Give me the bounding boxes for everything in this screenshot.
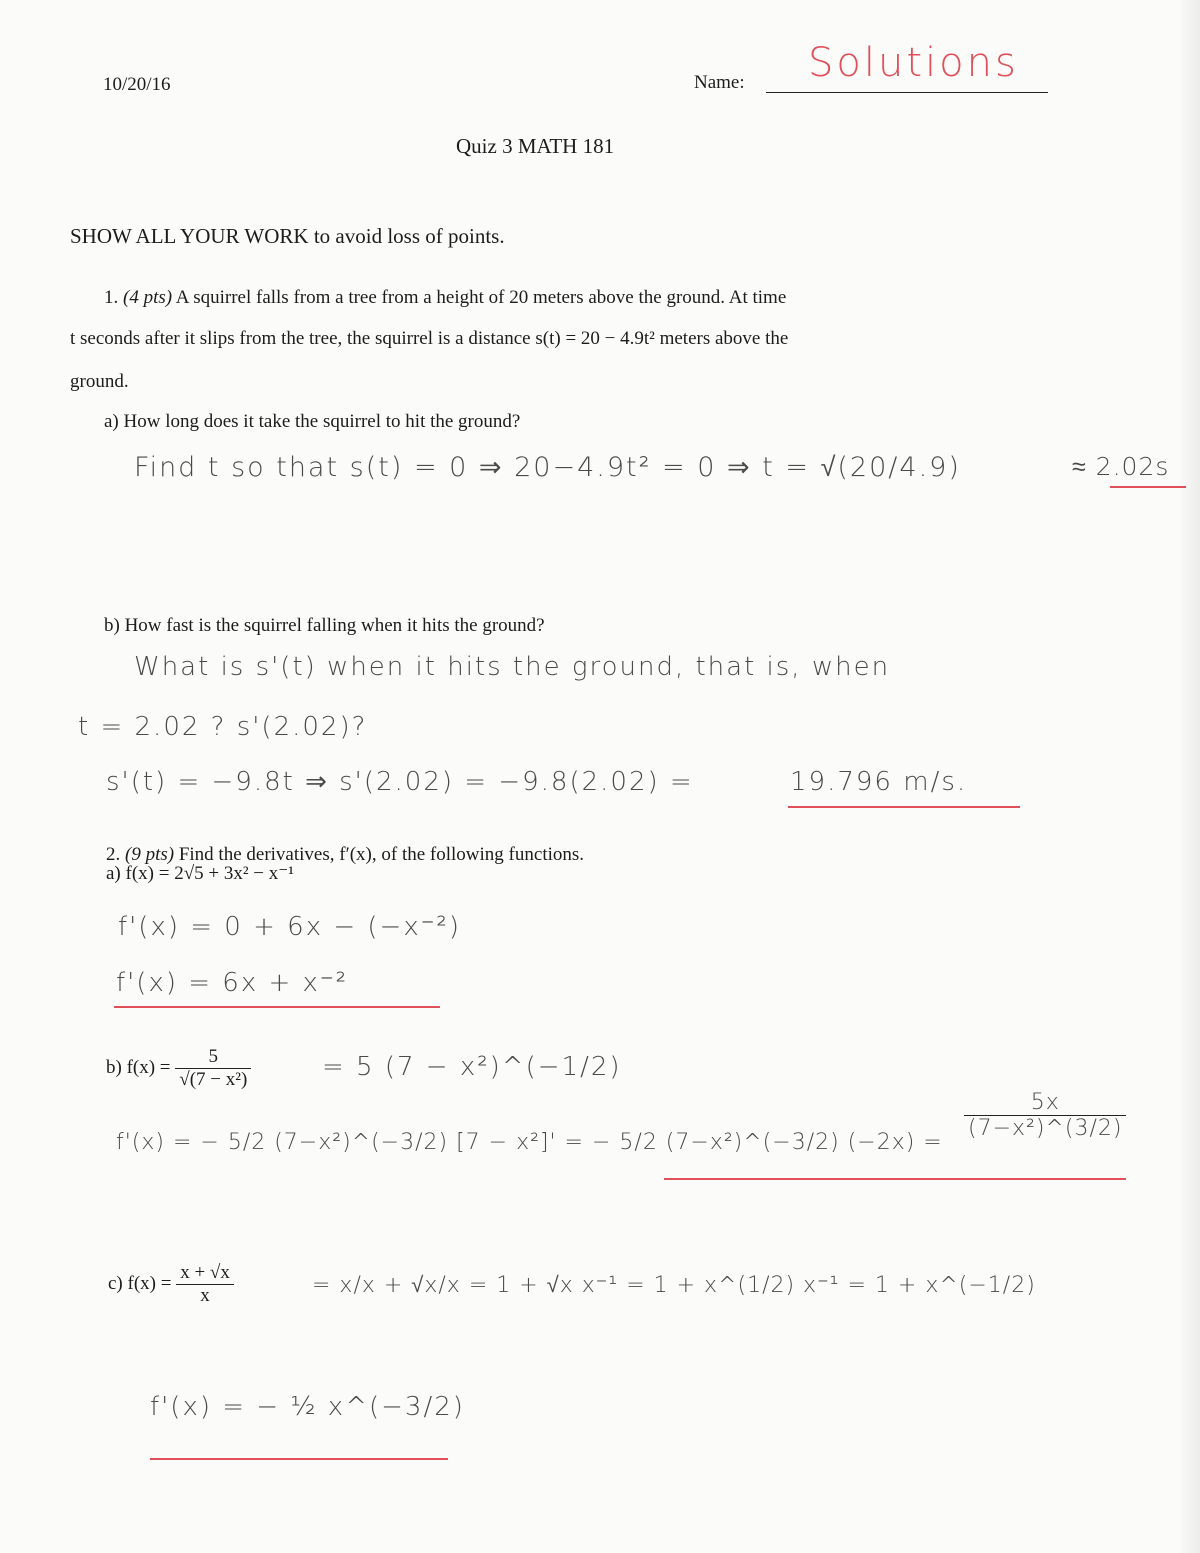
- q2c-prompt-lhs: c) f(x) =: [108, 1272, 172, 1294]
- q2a-answer: f'(x) = 6x + x⁻²: [116, 968, 349, 998]
- instructions: SHOW ALL YOUR WORK to avoid loss of points.: [70, 224, 505, 248]
- q2b-prompt-lhs: b) f(x) =: [106, 1056, 171, 1078]
- q2c-prompt-den: x: [200, 1285, 210, 1306]
- q2c-prompt: [108, 1262, 234, 1307]
- quiz-date: 10/20/16: [103, 74, 171, 95]
- name-value-handwritten: Solutions: [808, 40, 1019, 86]
- q1b-answer: 19.796 m/s.: [790, 767, 968, 797]
- q2b-answer-den: (7−x²)^(3/2): [968, 1116, 1123, 1141]
- q2c-answer-underline: [150, 1458, 448, 1460]
- q1a-answer-underline: [1110, 486, 1186, 488]
- q1a-answer: ≈ 2.02s: [1072, 452, 1170, 481]
- q2-text: Find the derivatives, f′(x), of the following functions.: [178, 844, 585, 865]
- q1-points: (4 pts): [123, 287, 173, 308]
- q1-number: 1.: [104, 287, 119, 308]
- name-line: [766, 92, 1048, 93]
- q2c-prompt-fraction: [176, 1262, 234, 1307]
- quiz-title: Quiz 3 MATH 181: [456, 134, 615, 158]
- q1a-prompt: a) How long does it take the squirrel to hit the ground?: [104, 411, 521, 432]
- q2b-answer-fraction: [964, 1090, 1126, 1141]
- q2a-answer-underline: [114, 1006, 440, 1008]
- q2c-work-line1: = x/x + √x/x = 1 + √x x⁻¹ = 1 + x^(1/2) x⁻¹ = 1 + x^(−1/2): [312, 1273, 1036, 1298]
- q2a-work: f'(x) = 0 + 6x − (−x⁻²): [118, 912, 461, 942]
- q2c-prompt-num: x + √x: [176, 1262, 234, 1285]
- q1-text-line2: t seconds after it slips from the tree, the squirrel is a distance s(t) = 20 − 4.9t² meters above the: [70, 328, 789, 349]
- q1a-work: Find t so that s(t) = 0 ⇒ 20−4.9t² = 0 ⇒ t = √(20/4.9): [134, 452, 961, 483]
- q2-points: (9 pts): [125, 844, 175, 865]
- q1-text-line3: ground.: [70, 371, 129, 392]
- q2b-prompt-fraction: [175, 1046, 251, 1091]
- q2c-answer: f'(x) = − ½ x^(−3/2): [150, 1392, 465, 1422]
- q1b-prompt: b) How fast is the squirrel falling when it hits the ground?: [104, 615, 545, 636]
- q1-text-line1: A squirrel falls from a tree from a height of 20 meters above the ground. At time: [175, 287, 787, 308]
- q2b-answer-underline: [664, 1178, 1126, 1180]
- q1b-work-line1: What is s'(t) when it hits the ground, that is, when: [134, 652, 891, 682]
- q2b-work-line2: f'(x) = − 5/2 (7−x²)^(−3/2) [7 − x²]' = − 5/2 (7−x²)^(−3/2) (−2x) =: [116, 1130, 943, 1155]
- q2b-answer-num: 5x: [964, 1090, 1126, 1116]
- q1b-answer-underline: [788, 806, 1020, 808]
- q2-number: 2.: [106, 844, 121, 865]
- q2b-prompt-num: 5: [175, 1046, 251, 1069]
- q2b-prompt-den: √(7 − x²): [179, 1069, 248, 1090]
- q2b-work-line1: = 5 (7 − x²)^(−1/2): [322, 1052, 622, 1082]
- q2a-prompt: a) f(x) = 2√5 + 3x² − x⁻¹: [106, 863, 294, 884]
- q1-statement-line1: [104, 287, 786, 309]
- name-label: Name:: [694, 72, 745, 93]
- q1b-work-line2: t = 2.02 ? s'(2.02)?: [78, 712, 368, 742]
- scan-shadow: [1178, 0, 1200, 1553]
- q2b-answer: [964, 1090, 1126, 1141]
- q1b-work-line3: s'(t) = −9.8t ⇒ s'(2.02) = −9.8(2.02) =: [106, 767, 694, 797]
- q2b-prompt: [106, 1046, 251, 1091]
